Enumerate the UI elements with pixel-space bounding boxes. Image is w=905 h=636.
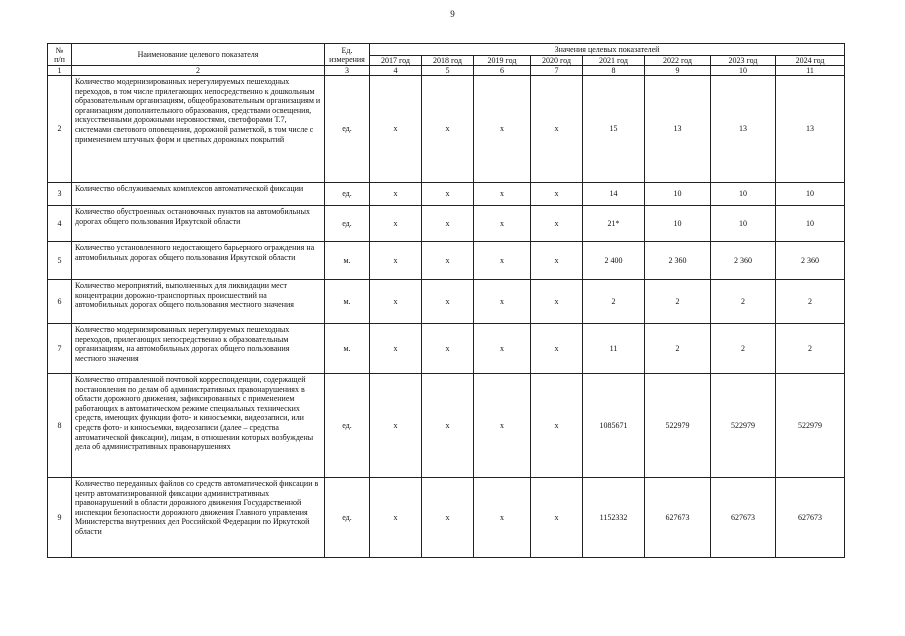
indicator-value: х — [474, 242, 531, 280]
header-year: 2019 год — [474, 56, 531, 66]
column-number: 4 — [370, 66, 422, 76]
indicator-value: 13 — [776, 76, 845, 183]
row-number: 6 — [48, 280, 72, 324]
indicator-value: х — [370, 478, 422, 558]
indicator-value: 2 — [645, 280, 711, 324]
header-year: 2018 год — [422, 56, 474, 66]
row-number: 5 — [48, 242, 72, 280]
column-number: 9 — [645, 66, 711, 76]
header-num: № п/п — [48, 44, 72, 66]
unit-of-measure: ед. — [325, 76, 370, 183]
indicator-value: 11 — [583, 324, 645, 374]
table-row — [48, 206, 845, 242]
indicator-value: 2 360 — [645, 242, 711, 280]
indicator-value: х — [531, 478, 583, 558]
column-number: 5 — [422, 66, 474, 76]
row-number: 3 — [48, 183, 72, 206]
indicator-name: Количество отправленной почтовой корреспонденции, содержащей постановления по делам об административных правонарушениях в области дорожного движения, зафиксированных с применением работающих в автоматическом режиме специальных технических средств, имеющих функции фото- и киносъемки, видеозаписи, или средств фото- и киносъемки, видеозаписи (далее – средства автоматической фиксации), лицам, в отношении которых возбуждены дела об административных правонарушениях — [72, 374, 325, 478]
indicator-value: х — [370, 280, 422, 324]
indicator-value: х — [370, 183, 422, 206]
indicator-value: х — [370, 76, 422, 183]
indicator-value: 2 — [583, 280, 645, 324]
header-year: 2017 год — [370, 56, 422, 66]
indicator-value: х — [370, 242, 422, 280]
indicator-value: 1152332 — [583, 478, 645, 558]
indicator-value: 2 — [776, 324, 845, 374]
table-row — [48, 76, 845, 183]
indicator-value: 2 — [711, 324, 776, 374]
header-row — [48, 44, 845, 56]
indicator-value: х — [370, 374, 422, 478]
indicator-value: 2 360 — [776, 242, 845, 280]
indicator-value: 14 — [583, 183, 645, 206]
indicator-value: х — [474, 280, 531, 324]
indicator-value: 2 400 — [583, 242, 645, 280]
indicator-name: Количество модернизированных нерегулируемых пешеходных переходов, в том числе прилегающих непосредственно к дошкольным образовательным организациям, общеобразовательным организациям и организациям дополнительного образования, средствами освещения, искусственными дорожными неровностями, светофорами Т.7, системами светового оповещения, дорожной разметкой, в том числе с применением штучных форм и цветных дорожных покрытий — [72, 76, 325, 183]
row-number: 7 — [48, 324, 72, 374]
header-year: 2022 год — [645, 56, 711, 66]
column-number: 11 — [776, 66, 845, 76]
indicator-value: 522979 — [645, 374, 711, 478]
header-year: 2020 год — [531, 56, 583, 66]
table-row — [48, 183, 845, 206]
row-number: 4 — [48, 206, 72, 242]
indicator-value: х — [370, 206, 422, 242]
unit-of-measure: ед. — [325, 206, 370, 242]
table-row — [48, 374, 845, 478]
unit-of-measure: м. — [325, 280, 370, 324]
indicator-value: х — [474, 374, 531, 478]
column-number: 3 — [325, 66, 370, 76]
header-name: Наименование целевого показателя — [72, 44, 325, 66]
indicator-value: х — [422, 280, 474, 324]
row-number: 2 — [48, 76, 72, 183]
indicator-value: х — [370, 324, 422, 374]
indicator-value: 2 360 — [711, 242, 776, 280]
indicator-value: х — [531, 206, 583, 242]
header-year: 2023 год — [711, 56, 776, 66]
indicator-value: 1085671 — [583, 374, 645, 478]
indicator-value: х — [422, 324, 474, 374]
indicator-value: 627673 — [645, 478, 711, 558]
indicator-value: 10 — [776, 206, 845, 242]
indicator-value: х — [474, 324, 531, 374]
indicator-value: 627673 — [711, 478, 776, 558]
indicator-value: х — [474, 478, 531, 558]
indicator-value: х — [474, 206, 531, 242]
indicator-value: 21* — [583, 206, 645, 242]
indicator-value: х — [474, 76, 531, 183]
indicator-value: х — [531, 76, 583, 183]
indicator-value: 10 — [711, 183, 776, 206]
indicator-value: х — [422, 478, 474, 558]
unit-of-measure: м. — [325, 324, 370, 374]
indicator-value: 13 — [711, 76, 776, 183]
row-number: 8 — [48, 374, 72, 478]
indicator-name: Количество модернизированных нерегулируемых пешеходных переходов, прилегающих непосредственно к образовательным организациям, на автомобильных дорогах общего пользования местного значения — [72, 324, 325, 374]
target-indicators-table — [47, 43, 845, 558]
unit-of-measure: ед. — [325, 374, 370, 478]
indicator-value: 13 — [645, 76, 711, 183]
indicator-value: 2 — [776, 280, 845, 324]
column-number: 2 — [72, 66, 325, 76]
unit-of-measure: ед. — [325, 183, 370, 206]
header-values-title: Значения целевых показателей — [370, 44, 845, 56]
indicator-value: х — [531, 324, 583, 374]
column-number: 1 — [48, 66, 72, 76]
indicator-value: х — [474, 183, 531, 206]
unit-of-measure: ед. — [325, 478, 370, 558]
indicator-value: 627673 — [776, 478, 845, 558]
indicator-value: 522979 — [776, 374, 845, 478]
indicator-name: Количество переданных файлов со средств автоматической фиксации в центр автоматизированной фиксации административных правонарушений в области дорожного движения Государственной инспекции безопасности дорожного движения Главного управления Министерства внутренних дел Российской Федерации по Иркутской области — [72, 478, 325, 558]
indicator-value: х — [531, 183, 583, 206]
indicator-value: х — [422, 206, 474, 242]
indicator-value: 2 — [711, 280, 776, 324]
header-year: 2024 год — [776, 56, 845, 66]
column-number: 6 — [474, 66, 531, 76]
header-unit: Ед. измерения — [325, 44, 370, 66]
table-row — [48, 242, 845, 280]
indicator-value: х — [531, 374, 583, 478]
table-row — [48, 478, 845, 558]
indicator-value: 10 — [645, 183, 711, 206]
indicator-name: Количество обслуживаемых комплексов автоматической фиксации — [72, 183, 325, 206]
column-number: 8 — [583, 66, 645, 76]
indicator-value: х — [531, 242, 583, 280]
column-number: 10 — [711, 66, 776, 76]
indicator-name: Количество обустроенных остановочных пунктов на автомобильных дорогах общего пользования Иркутской области — [72, 206, 325, 242]
page-number: 9 — [450, 9, 455, 19]
indicator-name: Количество установленного недостающего барьерного ограждения на автомобильных дорогах общего пользования Иркутской области — [72, 242, 325, 280]
indicator-value: х — [422, 183, 474, 206]
indicator-value: 10 — [645, 206, 711, 242]
row-number: 9 — [48, 478, 72, 558]
header-column-numbers-row — [48, 66, 845, 76]
table-row — [48, 324, 845, 374]
indicator-value: х — [531, 280, 583, 324]
indicator-value: 10 — [776, 183, 845, 206]
indicator-value: х — [422, 242, 474, 280]
unit-of-measure: м. — [325, 242, 370, 280]
column-number: 7 — [531, 66, 583, 76]
header-year: 2021 год — [583, 56, 645, 66]
indicator-value: 15 — [583, 76, 645, 183]
indicator-value: х — [422, 374, 474, 478]
indicator-value: х — [422, 76, 474, 183]
indicator-value: 522979 — [711, 374, 776, 478]
indicator-value: 10 — [711, 206, 776, 242]
indicator-value: 2 — [645, 324, 711, 374]
table-row — [48, 280, 845, 324]
indicator-name: Количество мероприятий, выполненных для ликвидации мест концентрации дорожно-транспортных происшествий на автомобильных дорогах общего пользования местного значения — [72, 280, 325, 324]
